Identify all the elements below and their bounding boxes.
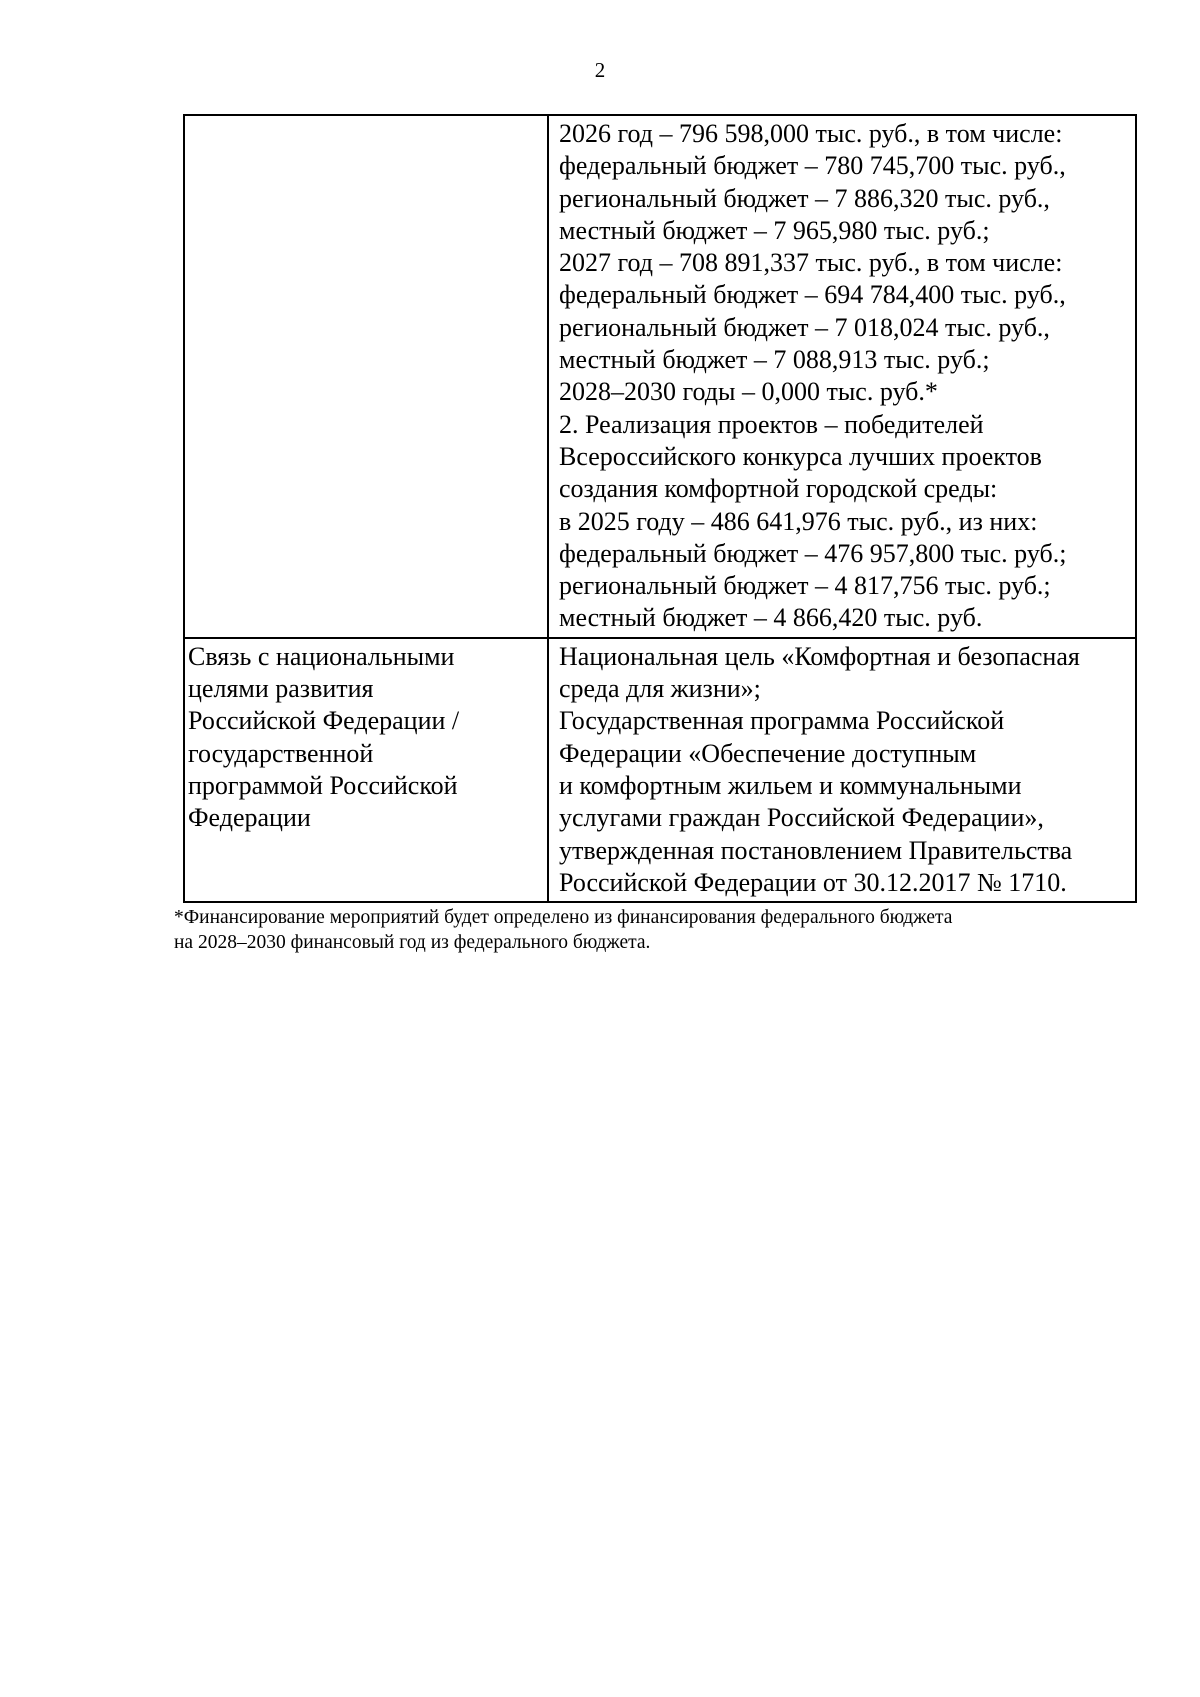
label-line: программой Российской — [188, 770, 458, 800]
label-line: государственной — [188, 738, 374, 768]
value-line: среда для жизни»; — [559, 674, 761, 704]
value-line: Государственная программа Российской — [559, 706, 1005, 736]
funding-line: 2027 год – 708 891,337 тыс. руб., в том числе: — [559, 248, 1063, 278]
funding-line: 2. Реализация проектов – победителей — [559, 409, 984, 439]
funding-line: Всероссийского конкурса лучших проектов — [559, 441, 1042, 471]
funding-line: 2026 год – 796 598,000 тыс. руб., в том числе: — [559, 119, 1063, 148]
label-line: Связь с национальными — [188, 641, 455, 671]
table-row — [184, 115, 1136, 638]
value-line: и комфортным жильем и коммунальными — [559, 770, 1022, 800]
national-goals-label-cell — [184, 638, 548, 902]
funding-details-cell — [548, 115, 1136, 638]
funding-line: 2028–2030 годы – 0,000 тыс. руб.* — [559, 377, 938, 407]
value-line: услугами граждан Российской Федерации», — [559, 803, 1044, 833]
national-goals-value-cell — [548, 638, 1136, 902]
label-line: целями развития — [188, 674, 374, 704]
label-line: Федерации — [188, 803, 311, 833]
funding-line: региональный бюджет – 4 817,756 тыс. руб.; — [559, 571, 1051, 601]
value-line: утвержденная постановлением Правительства — [559, 835, 1073, 865]
value-line: Национальная цель «Комфортная и безопасная — [559, 641, 1080, 671]
funding-line: региональный бюджет – 7 886,320 тыс. руб., — [559, 183, 1050, 213]
value-line: Российской Федерации от 30.12.2017 № 1710. — [559, 867, 1067, 897]
funding-line: местный бюджет – 4 866,420 тыс. руб. — [559, 603, 983, 633]
funding-line: местный бюджет – 7 965,980 тыс. руб.; — [559, 215, 990, 245]
funding-line: создания комфортной городской среды: — [559, 474, 998, 504]
funding-line: местный бюджет – 7 088,913 тыс. руб.; — [559, 345, 990, 375]
label-line: Российской Федерации / — [188, 706, 460, 736]
funding-line: федеральный бюджет – 694 784,400 тыс. руб., — [559, 280, 1066, 310]
row1-left-cell — [184, 115, 548, 638]
program-passport-table — [183, 114, 1137, 903]
page-number: 2 — [594, 58, 606, 82]
value-line: Федерации «Обеспечение доступным — [559, 738, 977, 768]
funding-line: в 2025 году – 486 641,976 тыс. руб., из них: — [559, 506, 1038, 536]
footnote — [174, 905, 1134, 955]
funding-line: федеральный бюджет – 476 957,800 тыс. руб.; — [559, 538, 1067, 568]
funding-line: федеральный бюджет – 780 745,700 тыс. руб., — [559, 151, 1066, 181]
footnote-line: на 2028–2030 финансовый год из федерального бюджета. — [174, 932, 651, 953]
footnote-line: *Финансирование мероприятий будет определено из финансирования федерального бюджета — [174, 907, 953, 928]
table-row — [184, 638, 1136, 902]
funding-line: региональный бюджет – 7 018,024 тыс. руб., — [559, 312, 1050, 342]
